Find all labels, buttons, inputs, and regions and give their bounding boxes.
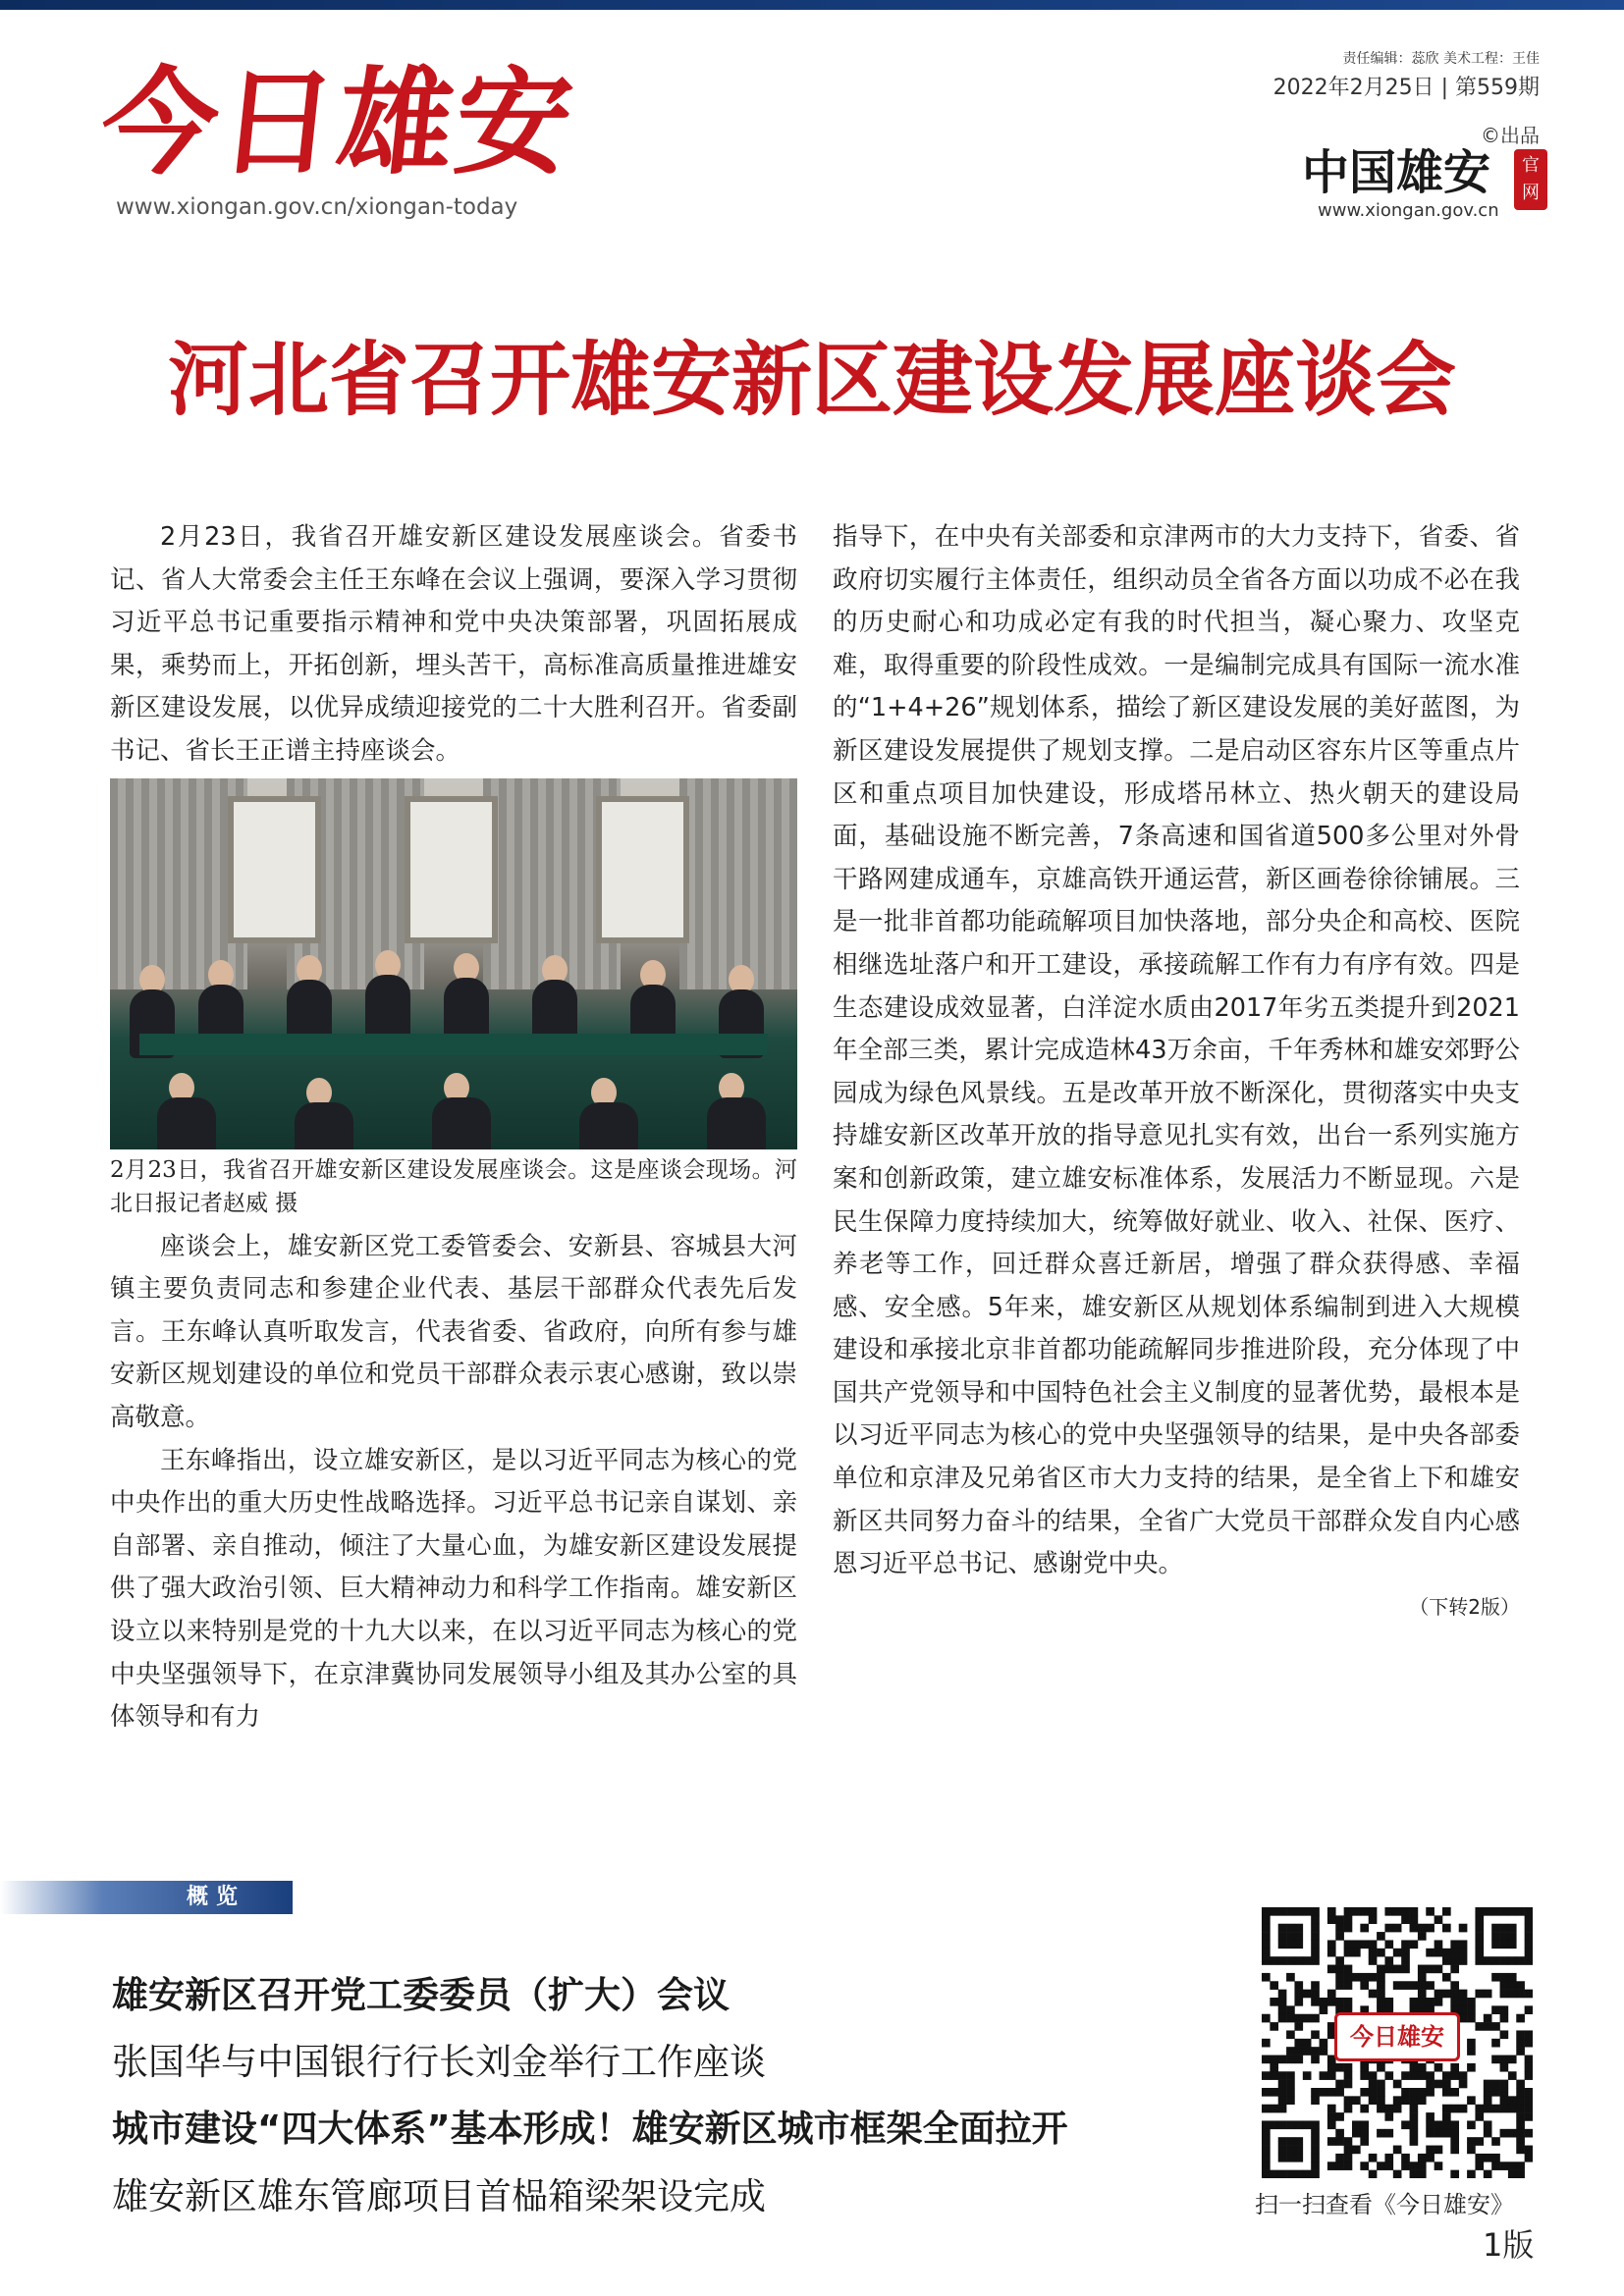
article-paragraph-2: 座谈会上，雄安新区党工委管委会、安新县、容城县大河镇主要负责同志和参建企业代表、基层干部群众代表先后发言。王东峰认真听取发言，代表省委、省政府，向所有参与雄安新区规划建设的单位和党员干部群众表示衷心感谢，致以崇高敬意。 [110,1231,797,1432]
qr-caption: 扫一扫查看《今日雄安》 [1255,2191,1514,2218]
brand-logo: 中国雄安 [1302,145,1491,200]
article-left-column [110,516,797,1739]
brand-seal-icon: 官网 [1514,149,1547,210]
brand-url[interactable]: www.xiongan.gov.cn [1318,200,1499,221]
photo-caption: 2月23日，我省召开雄安新区建设发展座谈会。这是座谈会现场。河北日报记者赵威 摄 [110,1156,797,1216]
publisher-label: ©出品 [1481,124,1540,147]
article-paragraph-4: 指导下，在中央有关部委和京津两市的大力支持下，省委、省政府切实履行主体责任，组织动员全省各方面以功成不必在我的历史耐心和功成必定有我的时代担当，凝心聚力、攻坚克难，取得重要的阶段性成效。一是编制完成具有国际一流水准的“1+4+26”规划体系，描绘了新区建设发展的美好蓝图，为新区建设发展提供了规划支撑。二是启动区容东片区等重点片区和重点项目加快建设，形成塔吊林立、热火朝天的建设局面，基础设施不断完善，7条高速和国省道500多公里对外骨干路网建成通车，京雄高铁开通运营，新区画卷徐徐铺展。三是一批非首都功能疏解项目加快落地，部分央企和高校、医院相继选址落户和开工建设，承接疏解工作有力有序有效。四是生态建设成效显著，白洋淀水质由2017年劣五类提升到2021年全部三类，累计完成造林43万余亩，千年秀林和雄安郊野公园成为绿色风景线。五是改革开放不断深化，贯彻落实中央支持雄安新区改革开放的指导意见扎实有效，出台一系列实施方案和创新政策，建立雄安标准体系，发展活力不断显现。六是民生保障力度持续加大，统筹做好就业、收入、社保、医疗、养老等工作，回迁群众喜迁新居，增强了群众获得感、幸福感、安全感。5年来，雄安新区从规划体系编制到进入大规模建设和承接北京非首都功能疏解同步推进阶段，充分体现了中国共产党领导和中国特色社会主义制度的显著优势，最根本是以习近平同志为核心的党中央坚强领导的结果，是中央各部委单位和京津及兄弟省区市大力支持的结果，是全省上下和雄安新区共同努力奋斗的结果，全省广大党员干部群众发自内心感恩习近平总书记、感谢党中央。 [833,522,1520,1579]
overview-item[interactable]: 城市建设“四大体系”基本形成！雄安新区城市框架全面拉开 [112,2108,1068,2150]
article-paragraph-3: 王东峰指出，设立雄安新区，是以习近平同志为核心的党中央作出的重大历史性战略选择。习近平总书记亲自谋划、亲自部署、亲自推动，倾注了大量心血，为雄安新区建设发展提供了强大政治引领、巨大精神动力和科学工作指南。雄安新区设立以来特别是党的十九大以来，在以习近平同志为核心的党中央坚强领导下，在京津冀协同发展领导小组及其办公室的具体领导和有力 [110,1445,797,1733]
qr-logo: 今日雄安 [1334,2012,1460,2061]
meeting-photo [110,778,797,1149]
masthead-logo: 今日雄安 [94,54,581,190]
page-number: 1版 [1483,2226,1535,2264]
overview-bar [0,1881,293,1914]
issue-date: 2022年2月25日 | 第559期 [1272,76,1540,100]
article-right-column [833,516,1520,1626]
overview-label: 概览 [187,1885,246,1909]
masthead-url[interactable]: www.xiongan.gov.cn/xiongan-today [116,194,518,220]
article-headline: 河北省召开雄安新区建设发展座谈会 [167,333,1456,427]
top-color-bar [0,0,1624,10]
overview-item[interactable]: 雄安新区召开党工委委员（扩大）会议 [112,1974,730,2016]
continued-note: （下转2版） [1409,1594,1520,1619]
article-paragraph-1: 2月23日，我省召开雄安新区建设发展座谈会。省委书记、省人大常委会主任王东峰在会议上强调，要深入学习贯彻习近平总书记重要指示精神和党中央决策部署，巩固拓展成果，乘势而上，开拓创新，埋头苦干，高标准高质量推进雄安新区建设发展，以优异成绩迎接党的二十大胜利召开。省委副书记、省长王正谱主持座谈会。 [110,522,797,766]
editor-credits: 责任编辑：蕊欣 美术工程：王佳 [1342,51,1540,67]
overview-item[interactable]: 雄安新区雄东管廊项目首榀箱梁架设完成 [112,2175,766,2217]
overview-item[interactable]: 张国华与中国银行行长刘金举行工作座谈 [112,2041,766,2083]
